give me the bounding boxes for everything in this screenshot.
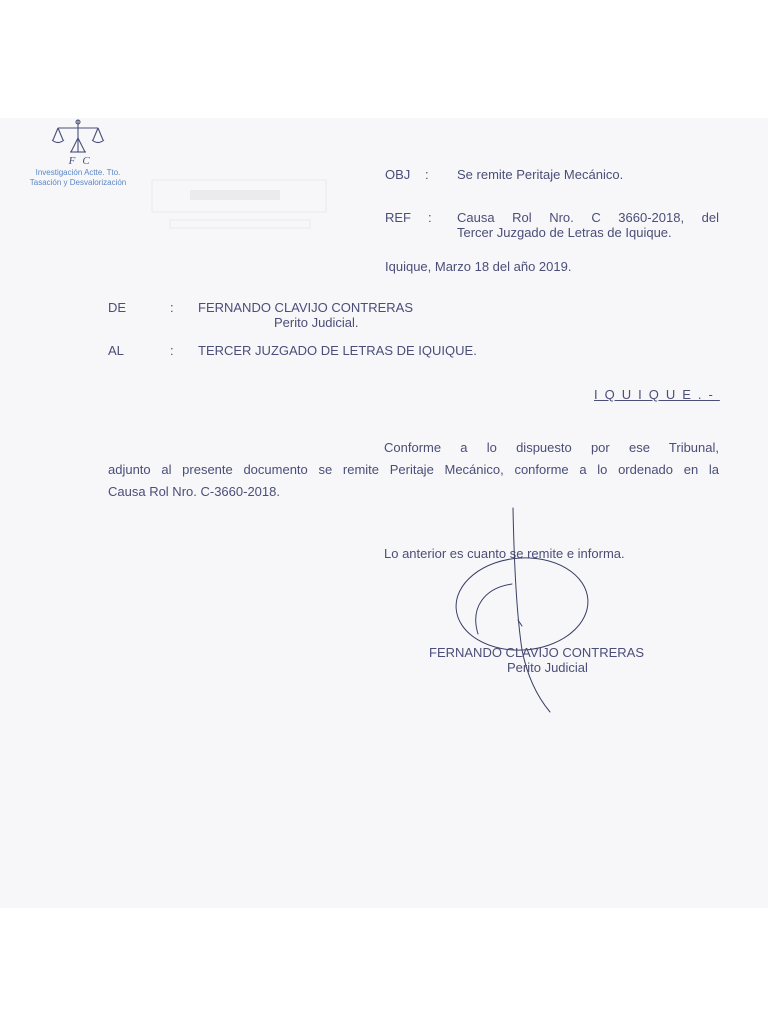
- faded-stamp-mark: [150, 176, 328, 238]
- body-line2: adjunto al presente documento se remite Peritaje Mecánico, conforme a lo ordenado en la: [108, 462, 719, 477]
- de-separator: :: [170, 300, 174, 315]
- logo-initial-c: C: [82, 155, 90, 167]
- de-label: DE: [108, 300, 127, 315]
- handwritten-signature: [440, 500, 610, 720]
- closing-line: Lo anterior es cuanto se remite e informa.: [384, 546, 625, 561]
- obj-value: Se remite Peritaje Mecánico.: [457, 167, 624, 182]
- al-separator: :: [170, 343, 174, 358]
- al-label: AL: [108, 343, 124, 358]
- signer-title: Perito Judicial: [507, 660, 588, 675]
- obj-separator: :: [425, 167, 429, 182]
- de-title: Perito Judicial.: [274, 315, 359, 330]
- logo-initial-f: F: [68, 155, 76, 167]
- city-heading: IQUIQUE.-: [594, 387, 720, 402]
- ref-value-line2: Tercer Juzgado de Letras de Iquique.: [457, 225, 672, 240]
- de-name: FERNANDO CLAVIJO CONTRERAS: [198, 300, 414, 315]
- obj-label: OBJ: [385, 167, 411, 182]
- company-logo: [22, 116, 134, 190]
- body-line1: Conforme a lo dispuesto por ese Tribunal,: [384, 440, 719, 455]
- al-value: TERCER JUZGADO DE LETRAS DE IQUIQUE.: [198, 343, 477, 358]
- date-line: Iquique, Marzo 18 del año 2019.: [385, 259, 572, 274]
- ref-separator: :: [428, 210, 432, 225]
- logo-caption-line2: Tasación y Desvalorización: [29, 178, 127, 187]
- logo-caption-line1: Investigación Actte. Tto.: [35, 168, 121, 177]
- scales-of-justice-icon: [22, 116, 134, 168]
- body-line3: Causa Rol Nro. C-3660-2018.: [108, 484, 280, 499]
- ref-value-line1: Causa Rol Nro. C 3660-2018, del: [457, 210, 719, 225]
- signer-name: FERNANDO CLAVIJO CONTRERAS: [429, 645, 645, 660]
- ref-label: REF: [385, 210, 411, 225]
